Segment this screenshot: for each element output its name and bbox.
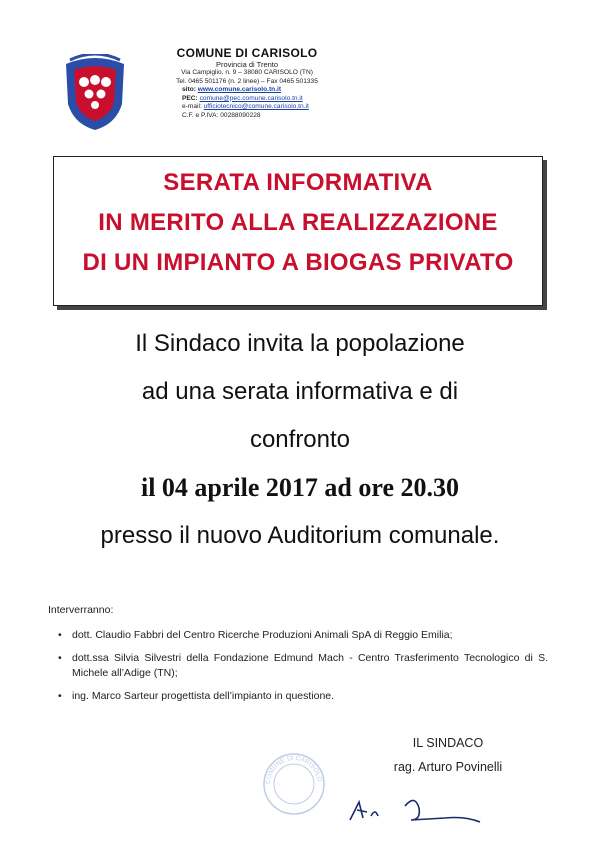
list-item: • dott. Claudio Fabbri del Centro Ricerche Produzioni Animali SpA di Reggio Emilia;: [58, 628, 548, 643]
address: Via Campiglio, n. 9 – 38080 CARISOLO (TN): [181, 69, 313, 76]
invitation-line-3: confronto: [249, 426, 351, 453]
vat-number: C.F. e P.IVA: 00288090228: [182, 111, 261, 119]
municipal-crest-icon: [60, 54, 130, 132]
invitation-line-2: ad una serata informativa e di: [141, 378, 459, 405]
municipality-name: COMUNE DI CARISOLO: [176, 46, 318, 60]
event-place: presso il nuovo Auditorium comunale.: [100, 522, 500, 549]
website-link[interactable]: www.comune.carisolo.tn.it: [197, 86, 282, 94]
phone-fax: Tel. 0465 501176 (n. 2 linee) – Fax 0465 501335: [176, 77, 318, 85]
pec-link[interactable]: comune@pec.comune.carisolo.tn.it: [199, 94, 303, 102]
email-line: [132, 103, 362, 112]
pec-label: PEC:: [182, 94, 198, 102]
banner-line-1: SERATA INFORMATIVA: [163, 169, 433, 196]
title-banner: [53, 156, 543, 306]
speakers-section: [48, 604, 548, 712]
stamp-text: COMUNE DI CARISOLO: [264, 754, 323, 785]
handwritten-signature: [345, 790, 485, 830]
invitation-body: [0, 320, 600, 560]
svg-text:COMUNE DI CARISOLO: [265, 755, 323, 784]
email-link[interactable]: ufficiotecnico@comune.carisolo.tn.it: [203, 103, 309, 111]
speakers-list: [48, 628, 548, 704]
list-item: • dott.ssa Silvia Silvestri della Fondazione Edmund Mach - Centro Trasferimento Tecnologico di S. Michele all’Adige (TN);: [58, 651, 548, 681]
province: Provincia di Trento: [215, 60, 279, 69]
signatory-name: rag. Arturo Povinelli: [393, 760, 503, 774]
website-line: [132, 86, 362, 95]
site-label: sito:: [182, 86, 196, 94]
banner-line-3: DI UN IMPIANTO A BIOGAS PRIVATO: [82, 249, 514, 276]
speakers-intro: Interverranno:: [48, 604, 114, 616]
list-item: • ing. Marco Sarteur progettista dell’impianto in questione.: [58, 689, 548, 704]
signatory-role: IL SINDACO: [412, 736, 484, 750]
signature-block: [368, 736, 528, 774]
event-date: il 04 aprile 2017 ad ore 20.30: [140, 473, 459, 502]
banner-line-2: IN MERITO ALLA REALIZZAZIONE: [98, 209, 498, 236]
email-label: e-mail:: [182, 103, 202, 111]
official-stamp-icon: [262, 752, 326, 816]
invitation-line-1: Il Sindaco invita la popolazione: [135, 330, 465, 357]
letterhead: [40, 42, 360, 142]
pec-line: [132, 95, 362, 104]
